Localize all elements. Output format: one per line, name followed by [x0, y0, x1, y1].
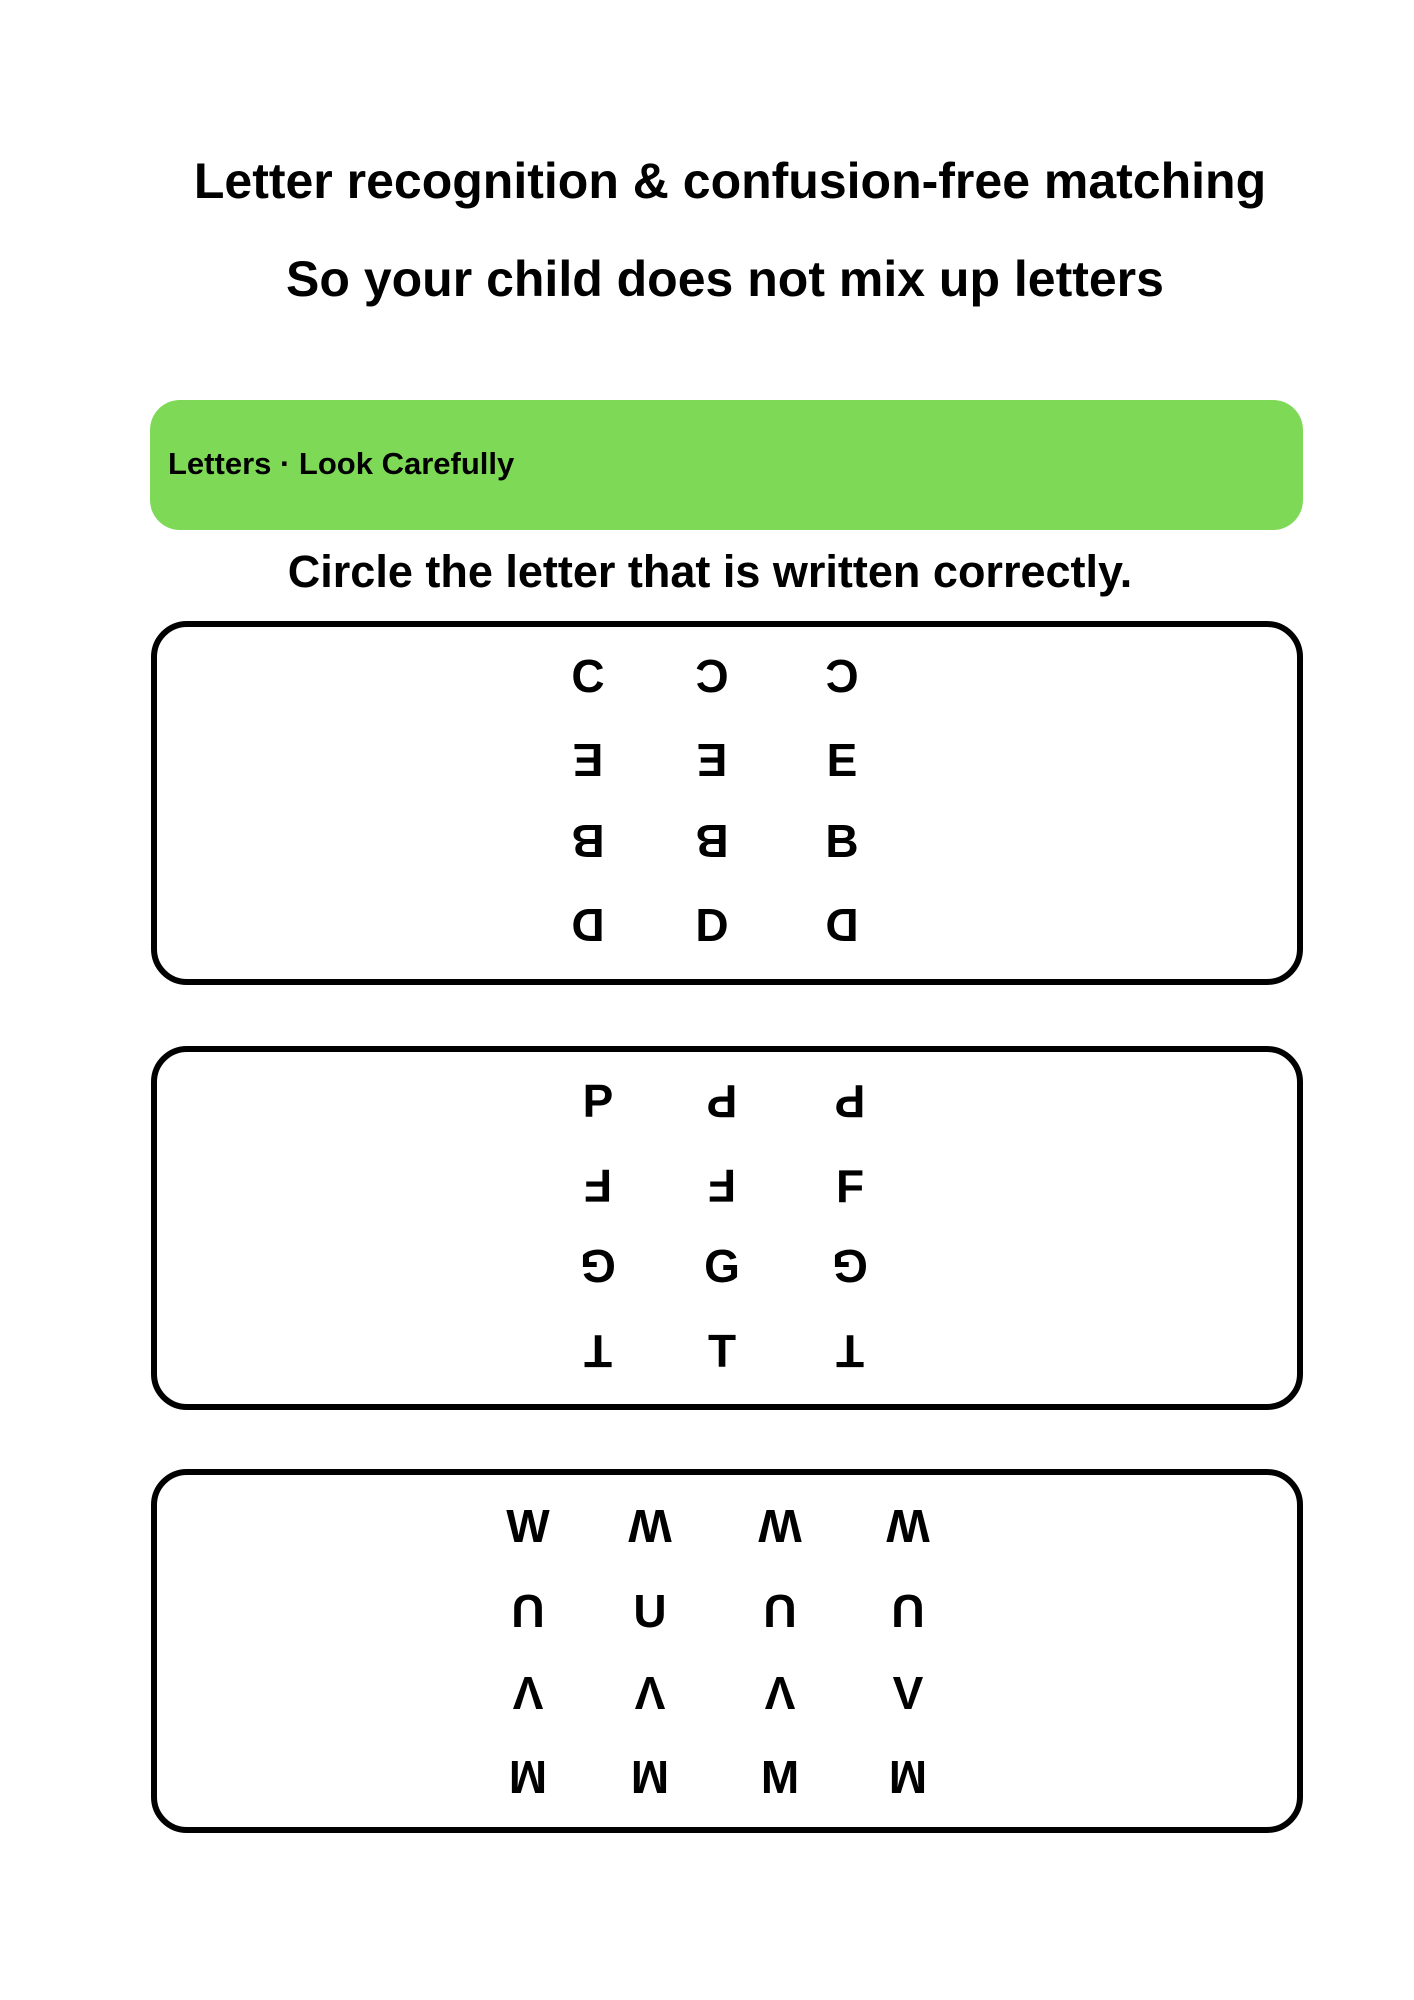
letter-option-correct[interactable]: E [826, 734, 858, 786]
letter-option-rotated[interactable]: V [764, 1667, 796, 1719]
letter-option-rotated[interactable]: U [891, 1585, 925, 1637]
letter-option-rotated[interactable]: E [696, 734, 728, 786]
letter-option-correct[interactable]: F [835, 1160, 865, 1212]
letter-option-correct[interactable]: P [582, 1075, 614, 1127]
letter-option-rotated[interactable]: F [707, 1160, 737, 1212]
letter-option-rotated[interactable]: F [583, 1160, 613, 1212]
letter-option-rotated[interactable]: C [825, 650, 859, 702]
letter-option-rotated[interactable]: P [706, 1075, 738, 1127]
letter-option-rotated[interactable]: E [572, 734, 604, 786]
section-label: Letters · Look Carefully [168, 446, 515, 481]
letter-option-rotated[interactable]: W [886, 1500, 930, 1552]
page-title: Letter recognition & confusion-free matching [193, 153, 1267, 209]
letter-option-correct[interactable]: B [825, 815, 859, 867]
letter-option-rotated[interactable]: V [512, 1667, 544, 1719]
instruction: Circle the letter that is written correctly. [287, 546, 1133, 597]
letter-option-rotated[interactable]: C [695, 650, 729, 702]
letter-option-rotated[interactable]: M [508, 1751, 548, 1803]
page-subtitle: So your child does not mix up letters [286, 251, 1164, 307]
letter-option-correct[interactable]: C [571, 650, 605, 702]
letter-option-rotated[interactable]: T [835, 1325, 865, 1377]
letter-option-rotated[interactable]: U [763, 1585, 797, 1637]
letter-option-correct[interactable]: T [707, 1325, 737, 1377]
letter-option-rotated[interactable]: U [511, 1585, 545, 1637]
letter-option-rotated[interactable]: T [583, 1325, 613, 1377]
letter-option-correct[interactable]: V [892, 1667, 924, 1719]
letter-option-correct[interactable]: M [760, 1751, 800, 1803]
letter-option-rotated[interactable]: V [634, 1667, 666, 1719]
exercise-box-3 [151, 1469, 1303, 1833]
letter-option-rotated[interactable]: G [580, 1240, 616, 1292]
letter-option-rotated[interactable]: P [834, 1075, 866, 1127]
letter-option-rotated[interactable]: M [888, 1751, 928, 1803]
letter-option-rotated[interactable]: B [571, 815, 605, 867]
letter-option-correct[interactable]: W [506, 1500, 550, 1552]
letter-option-correct[interactable]: D [695, 899, 729, 951]
letter-option-rotated[interactable]: G [832, 1240, 868, 1292]
letter-option-rotated[interactable]: W [758, 1500, 802, 1552]
letter-option-rotated[interactable]: B [695, 815, 729, 867]
letter-option-rotated[interactable]: D [825, 899, 859, 951]
letter-option-correct[interactable]: U [633, 1585, 667, 1637]
letter-option-rotated[interactable]: M [630, 1751, 670, 1803]
letter-option-rotated[interactable]: W [628, 1500, 672, 1552]
section-banner [150, 400, 1303, 530]
letter-option-correct[interactable]: G [704, 1240, 740, 1292]
letter-option-rotated[interactable]: D [571, 899, 605, 951]
